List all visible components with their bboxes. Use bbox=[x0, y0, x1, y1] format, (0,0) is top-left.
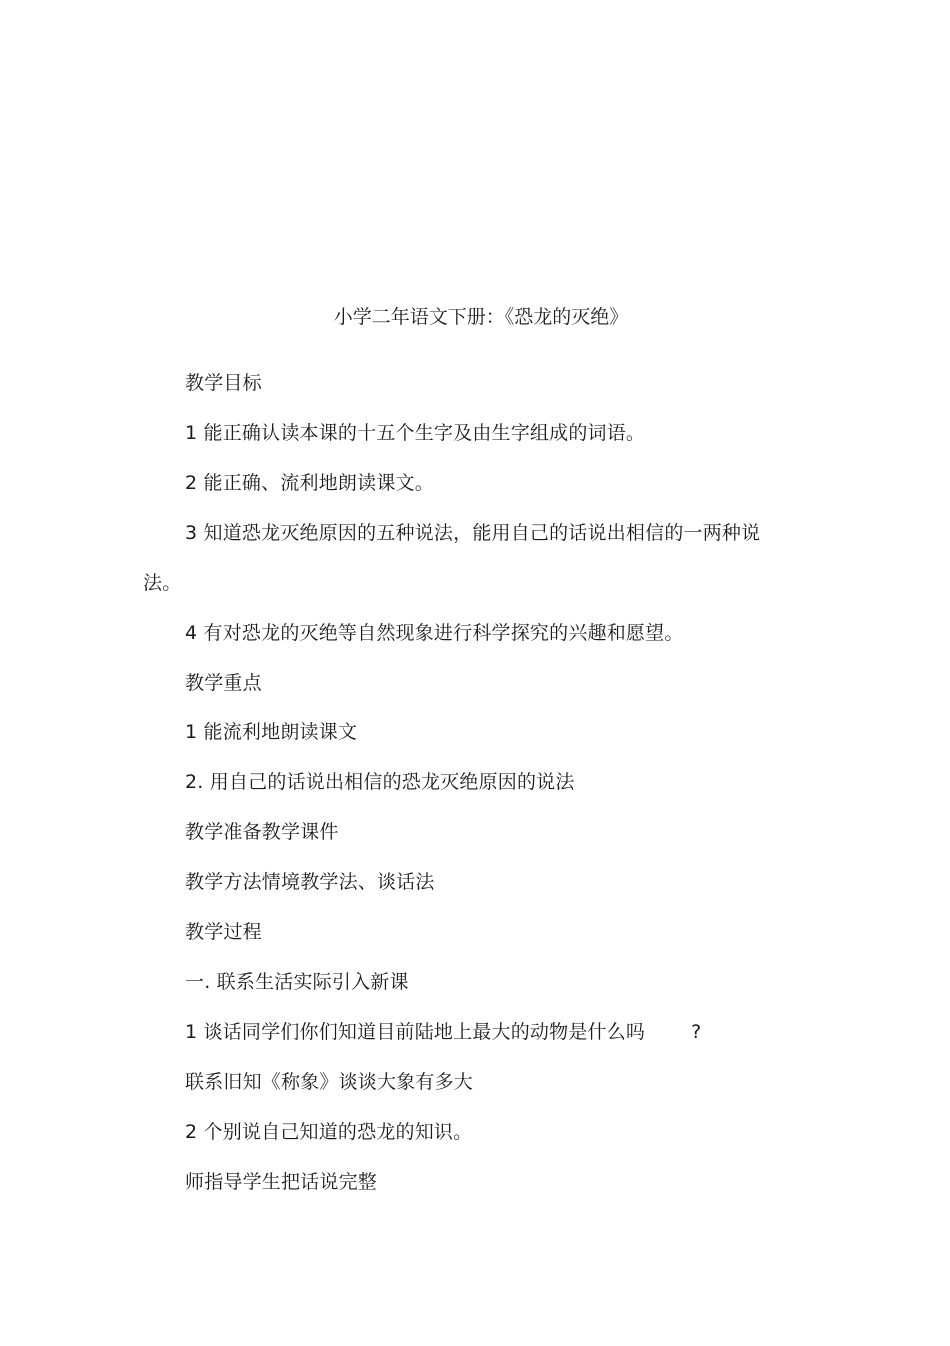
heading-teaching-focus: 教学重点 bbox=[185, 672, 262, 694]
heading-teaching-process: 教学过程 bbox=[185, 921, 262, 943]
process-item-2: 2 个别说自己知道的恐龙的知识。 bbox=[185, 1121, 473, 1143]
teaching-preparation: 教学准备教学课件 bbox=[185, 821, 339, 843]
objective-2: 2 能正确、流利地朗读课文。 bbox=[185, 472, 434, 494]
process-item-teacher-guidance: 师指导学生把话说完整 bbox=[185, 1171, 378, 1193]
focus-2: 2. 用自己的话说出相信的恐龙灭绝原因的说法 bbox=[185, 771, 575, 793]
question-mark: ? bbox=[691, 1021, 702, 1043]
process-item-link-old-knowledge: 联系旧知《称象》谈谈大象有多大 bbox=[185, 1071, 474, 1093]
objective-3: 3 知道恐龙灭绝原因的五种说法，能用自己的话说出相信的一两种说 bbox=[185, 522, 761, 544]
heading-teaching-objectives: 教学目标 bbox=[185, 372, 262, 394]
objective-1: 1 能正确认读本课的十五个生字及由生字组成的词语。 bbox=[185, 422, 646, 444]
teaching-method: 教学方法情境教学法、谈话法 bbox=[185, 871, 435, 893]
objective-4: 4 有对恐龙的灭绝等自然现象进行科学探究的兴趣和愿望。 bbox=[185, 622, 684, 644]
focus-1: 1 能流利地朗读课文 bbox=[185, 721, 358, 743]
process-step-1-heading: 一. 联系生活实际引入新课 bbox=[185, 971, 409, 993]
process-item-1 bbox=[185, 1020, 701, 1044]
document-title: 小学二年语文下册：《恐龙的灭绝》 bbox=[333, 306, 629, 328]
process-item-1-text: 1 谈话同学们你们知道目前陆地上最大的动物是什么吗 bbox=[185, 1021, 646, 1043]
objective-3-continued: 法。 bbox=[143, 572, 182, 594]
